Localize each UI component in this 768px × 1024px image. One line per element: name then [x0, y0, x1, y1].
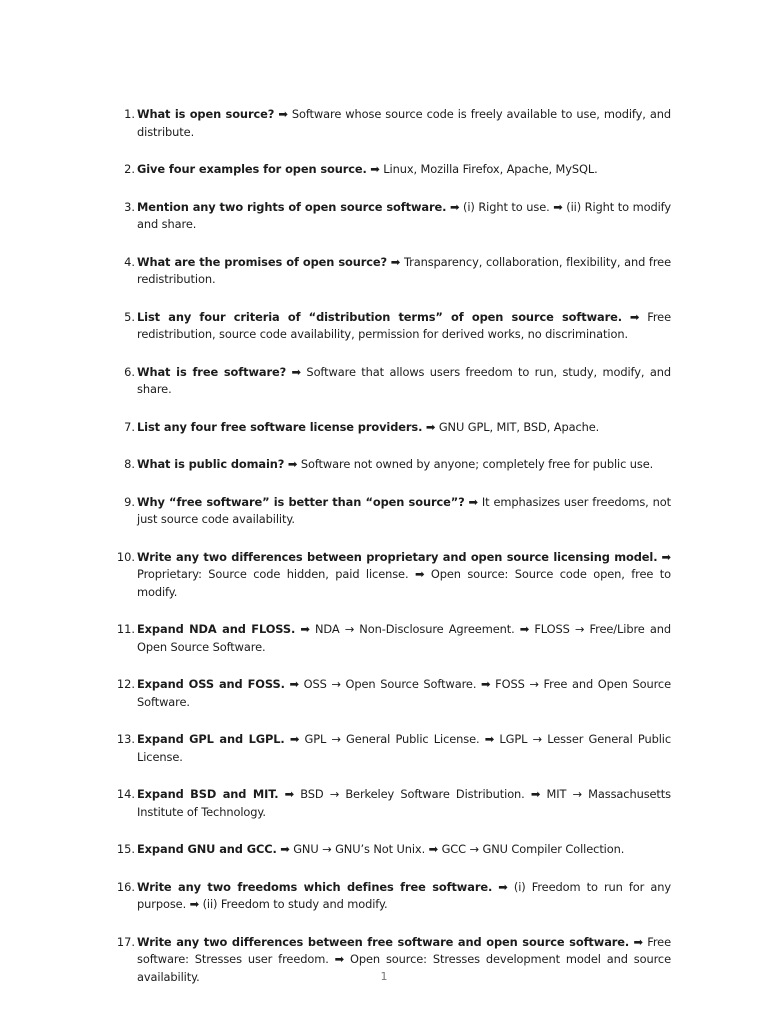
item-question: Write any two freedoms which defines free software. [137, 879, 493, 894]
item-question: What are the promises of open source? [137, 254, 388, 269]
item-number: 15. [116, 842, 135, 856]
item-question: Why “free software” is better than “open source”? [137, 494, 465, 509]
item-body [137, 549, 671, 602]
list-item [108, 549, 671, 602]
item-answer: ➡ (i) Freedom to run for any purpose. ➡ (ii) Freedom to study and modify. [137, 879, 671, 911]
item-question: Expand OSS and FOSS. [137, 677, 285, 691]
item-answer: ➡ GNU → GNU’s Not Unix. ➡ GCC → GNU Compiler Collection. [276, 842, 625, 856]
item-number: 8. [124, 457, 135, 471]
list-item [108, 309, 671, 344]
list-item [108, 879, 671, 914]
list-item [108, 676, 671, 711]
item-number: 12. [116, 677, 135, 691]
list-item [108, 786, 671, 821]
item-question: Expand GPL and LGPL. [137, 732, 285, 746]
item-answer: ➡ Software that allows users freedom to run, study, modify, and share. [137, 364, 671, 396]
item-question: Write any two differences between proprietary and open source licensing model. [137, 549, 658, 564]
item-question: What is public domain? [137, 457, 285, 471]
item-number: 3. [124, 199, 135, 214]
list-item [108, 161, 671, 179]
list-item [108, 364, 671, 399]
item-body [137, 786, 671, 821]
list-item [108, 841, 671, 859]
item-question: Expand BSD and MIT. [137, 787, 279, 801]
item-question: List any four free software license providers. [137, 419, 423, 434]
item-number: 5. [124, 309, 135, 324]
item-body [137, 494, 671, 529]
item-body [137, 676, 671, 711]
item-body [137, 456, 671, 474]
item-number: 16. [116, 879, 135, 894]
item-number: 7. [124, 419, 135, 434]
item-number: 9. [124, 494, 135, 509]
page-number: 1 [380, 970, 388, 983]
item-question: Expand GNU and GCC. [137, 842, 277, 856]
item-question: What is open source? [137, 107, 275, 121]
list-item [108, 456, 671, 474]
item-answer: ➡ BSD → Berkeley Software Distribution. ➡ MIT → Massachusetts Institute of Technology. [137, 787, 672, 819]
list-item [108, 621, 671, 656]
item-number: 4. [124, 254, 135, 269]
list-item [108, 254, 671, 289]
item-number: 2. [124, 162, 135, 176]
item-question: List any four criteria of “distribution terms” of open source software. [137, 309, 622, 324]
item-number: 17. [116, 934, 135, 949]
item-answer: ➡ (i) Right to use. ➡ (ii) Right to modify and share. [137, 199, 671, 231]
item-answer: ➡ Software not owned by anyone; completely free for public use. [284, 457, 654, 471]
item-number: 13. [116, 732, 135, 746]
list-item [108, 494, 671, 529]
item-answer: ➡ OSS → Open Source Software. ➡ FOSS → Free and Open Source Software. [137, 677, 671, 709]
item-body [137, 309, 671, 344]
item-question: Mention any two rights of open source software. [137, 199, 447, 214]
item-body [137, 199, 671, 234]
item-body [137, 254, 671, 289]
list-item [108, 731, 671, 766]
item-answer: ➡ Software whose source code is freely available to use, modify, and distribute. [137, 107, 671, 139]
item-number: 14. [116, 787, 135, 801]
item-number: 1. [124, 107, 135, 121]
item-body [137, 161, 671, 179]
item-answer: ➡ Transparency, collaboration, flexibility, and free redistribution. [137, 254, 671, 286]
item-answer: ➡ GNU GPL, MIT, BSD, Apache. [422, 419, 600, 434]
item-body [137, 879, 671, 914]
item-number: 10. [116, 549, 135, 564]
item-body [137, 106, 671, 141]
item-question: Write any two differences between free software and open source software. [137, 934, 630, 949]
item-body [137, 621, 671, 656]
item-answer: ➡ Proprietary: Source code hidden, paid license. ➡ Open source: Source code open, free to modify. [137, 549, 671, 599]
item-answer: ➡ Free redistribution, source code availability, permission for derived works, no discrimination. [137, 309, 671, 341]
item-answer: ➡ Free software: Stresses user freedom. ➡ Open source: Stresses development model and source availability. [137, 934, 671, 984]
list-item [108, 106, 671, 141]
item-answer: ➡ NDA → Non-Disclosure Agreement. ➡ FLOSS → Free/Libre and Open Source Software. [137, 622, 671, 654]
item-body [137, 841, 671, 859]
item-body [137, 731, 671, 766]
item-number: 11. [116, 622, 135, 636]
item-question: Give four examples for open source. [137, 162, 367, 176]
item-body [137, 364, 671, 399]
item-answer: ➡ It emphasizes user freedoms, not just source code availability. [137, 494, 671, 526]
item-answer: ➡ GPL → General Public License. ➡ LGPL → Lesser General Public License. [137, 732, 672, 764]
list-item [108, 419, 671, 437]
item-number: 6. [124, 364, 135, 379]
item-question: What is free software? [137, 364, 287, 379]
question-list [108, 106, 671, 1006]
list-item [108, 199, 671, 234]
item-question: Expand NDA and FLOSS. [137, 622, 296, 636]
item-body [137, 419, 671, 437]
item-answer: ➡ Linux, Mozilla Firefox, Apache, MySQL. [366, 162, 598, 176]
